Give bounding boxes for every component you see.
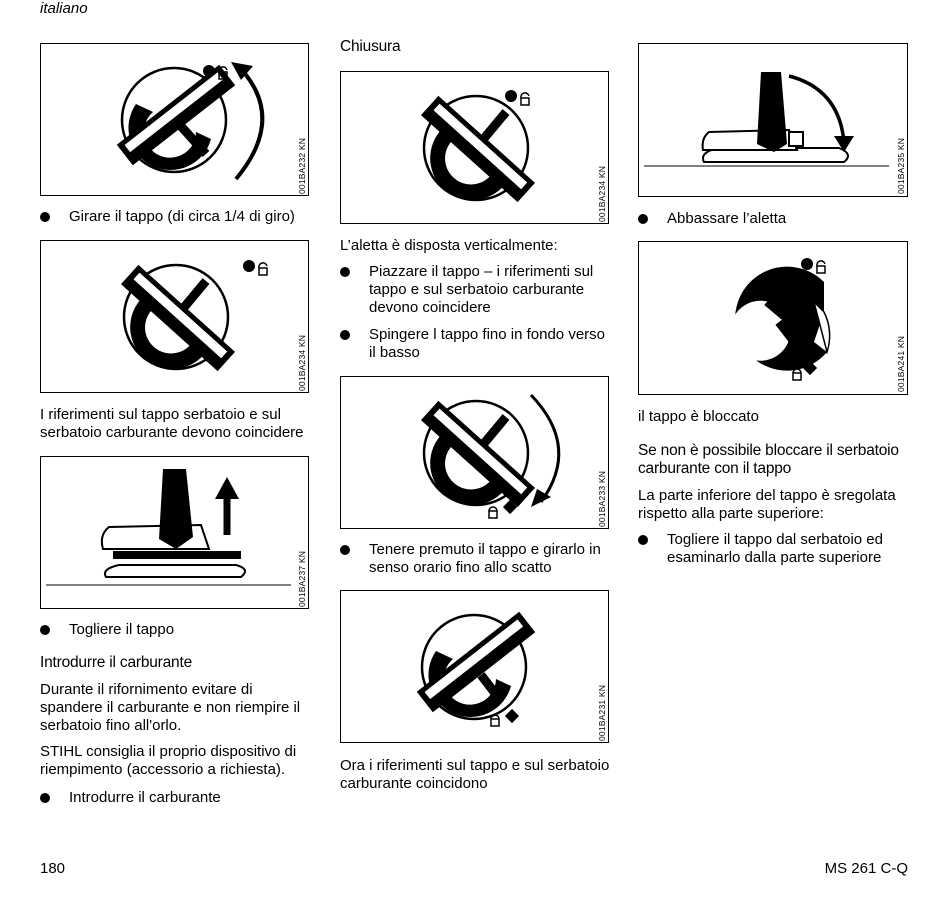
cap-press-rotate-illustration — [341, 377, 610, 530]
figure-code: 001BA231 KN — [597, 684, 607, 741]
bullet-text — [369, 541, 601, 577]
bullet-dot — [40, 212, 50, 222]
bullet-text: Introdurre il carburante — [69, 789, 221, 806]
paragraph — [638, 487, 896, 523]
text-line: spandere il carburante e non riempire il — [40, 699, 301, 716]
header-language: italiano — [40, 0, 88, 17]
figure-code: 001BA232 KN — [297, 137, 307, 194]
figure-lower-tab — [638, 43, 908, 197]
bullet-text: Abbassare l’aletta — [667, 210, 787, 227]
bullet-dot — [340, 267, 350, 277]
model-name: MS 261 C-Q — [824, 860, 908, 877]
paragraph — [340, 757, 609, 793]
figure-cap-aligned — [40, 240, 309, 393]
figure-cap-turn — [40, 43, 309, 196]
text-line: serbatoio carburante devono coincidere — [40, 424, 304, 441]
paragraph: il tappo è bloccato — [638, 408, 759, 425]
figure-cap-locked-marks — [340, 590, 609, 743]
text-line: Durante il rifornimento evitare di — [40, 681, 253, 698]
paragraph: L’aletta è disposta verticalmente: — [340, 237, 558, 254]
figure-code: 001BA234 KN — [597, 165, 607, 222]
text-line: STIHL consiglia il proprio dispositivo di — [40, 743, 297, 760]
text-line: Se non è possibile bloccare il serbatoio — [638, 442, 899, 459]
bullet-dot — [340, 545, 350, 555]
page-number: 180 — [40, 860, 66, 877]
paragraph — [40, 406, 304, 442]
text-line: Togliere il tappo dal serbatoio ed — [667, 531, 883, 548]
bullet-text — [369, 326, 605, 362]
figure-code: 001BA234 KN — [297, 334, 307, 391]
bullet-text: Girare il tappo (di circa 1/4 di giro) — [69, 208, 295, 225]
bullet-text — [369, 263, 593, 317]
text-line: Piazzare il tappo – i riferimenti sul — [369, 263, 594, 280]
lower-tab-illustration — [639, 44, 909, 198]
section-heading: Introdurre il carburante — [40, 654, 193, 671]
cap-place-illustration — [341, 72, 610, 225]
paragraph — [40, 743, 296, 779]
text-line: Ora i riferimenti sul tappo e sul serbatoio — [340, 757, 610, 774]
paragraph — [40, 681, 300, 735]
cap-remove-illustration — [41, 457, 310, 610]
section-heading: Chiusura — [340, 38, 401, 55]
bullet-dot — [340, 330, 350, 340]
figure-code: 001BA237 KN — [297, 550, 307, 607]
figure-code: 001BA235 KN — [896, 137, 906, 194]
text-line: carburante coincidono — [340, 775, 488, 792]
figure-cap-place — [340, 71, 609, 224]
figure-cap-remove — [40, 456, 309, 609]
text-line: serbatoio fino all'orlo. — [40, 717, 182, 734]
text-line: La parte inferiore del tappo è sregolata — [638, 487, 896, 504]
text-line: I riferimenti sul tappo serbatoio e sul — [40, 406, 281, 423]
cap-locked-illustration — [639, 242, 909, 396]
bullet-dot — [638, 214, 648, 224]
text-line: Spingere l tappo fino in fondo verso — [369, 326, 605, 343]
text-line: riempimento (accessorio a richiesta). — [40, 761, 286, 778]
cap-turn-illustration — [41, 44, 310, 197]
figure-cap-locked — [638, 241, 908, 395]
text-line: carburante con il tappo — [638, 460, 792, 477]
bullet-text: Togliere il tappo — [69, 621, 175, 638]
text-line: esaminarlo dalla parte superiore — [667, 549, 882, 566]
section-heading — [638, 442, 899, 478]
text-line: senso orario fino allo scatto — [369, 559, 552, 576]
text-line: rispetto alla parte superiore: — [638, 505, 824, 522]
cap-aligned-illustration — [41, 241, 310, 394]
figure-code: 001BA233 KN — [597, 470, 607, 527]
text-line: Tenere premuto il tappo e girarlo in — [369, 541, 601, 558]
cap-locked-marks-illustration — [341, 591, 610, 744]
figure-code: 001BA241 KN — [896, 335, 906, 392]
bullet-dot — [638, 535, 648, 545]
bullet-text — [667, 531, 883, 567]
text-line: tappo e sul serbatoio carburante — [369, 281, 585, 298]
text-line: devono coincidere — [369, 299, 491, 316]
figure-cap-press-rotate — [340, 376, 609, 529]
bullet-dot — [40, 793, 50, 803]
bullet-dot — [40, 625, 50, 635]
text-line: il basso — [369, 344, 420, 361]
